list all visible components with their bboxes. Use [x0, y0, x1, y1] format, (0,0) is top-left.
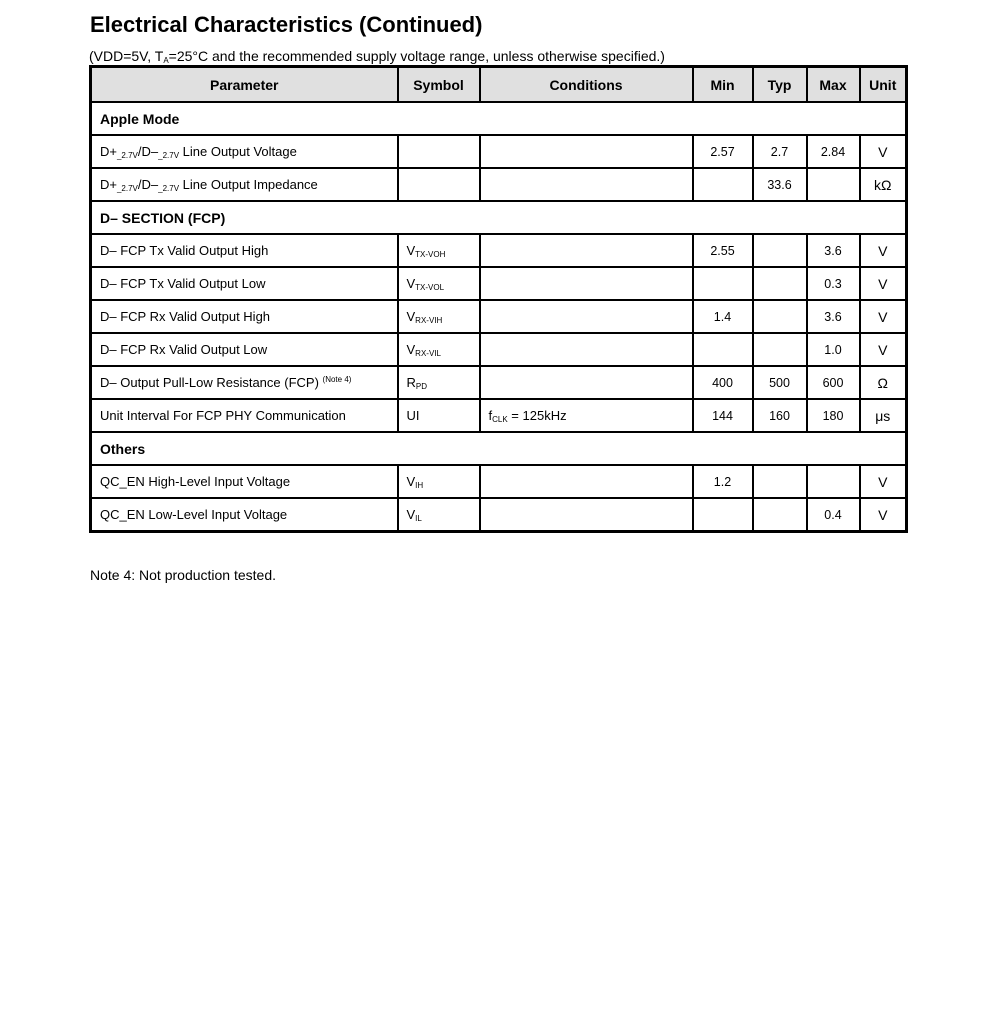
section-row: [91, 432, 907, 465]
typ-cell: 500: [753, 366, 807, 399]
section-row: [91, 201, 907, 234]
symbol-text: V: [406, 275, 416, 291]
subtitle-subscript: A: [163, 56, 169, 65]
unit-cell: V: [860, 135, 907, 168]
symbol-text: R: [406, 374, 416, 390]
param-cell: D– FCP Rx Valid Output High: [91, 300, 398, 333]
symbol-subscript: TX-VOL: [415, 282, 445, 292]
min-cell: 1.2: [693, 465, 753, 498]
typ-cell: [753, 333, 807, 366]
table-row: [91, 267, 907, 300]
section-fcp: D– SECTION (FCP): [91, 201, 907, 234]
symbol-cell: [398, 267, 480, 300]
symbol-cell: [398, 498, 480, 532]
table-header-row: [91, 67, 907, 103]
table-row: [91, 465, 907, 498]
symbol-cell: [398, 168, 480, 201]
param-subscript: _2.7V: [158, 150, 180, 160]
typ-cell: 33.6: [753, 168, 807, 201]
table-row: [91, 399, 907, 432]
conditions-cell: [480, 234, 693, 267]
symbol-subscript: RX-VIL: [415, 348, 441, 358]
min-cell: [693, 333, 753, 366]
param-text: /D–: [137, 143, 159, 159]
symbol-cell: [398, 234, 480, 267]
section-apple-mode: Apple Mode: [91, 102, 907, 135]
conditions-cell: [480, 135, 693, 168]
param-cell: [91, 366, 398, 399]
symbol-text: V: [406, 473, 416, 489]
param-text: Line Output Impedance: [179, 176, 318, 192]
header-conditions: Conditions: [480, 67, 693, 103]
max-cell: 2.84: [807, 135, 860, 168]
param-text: Line Output Voltage: [179, 143, 297, 159]
table-row: [91, 168, 907, 201]
param-text: D+: [100, 176, 117, 192]
table-row: [91, 366, 907, 399]
electrical-characteristics-table: [89, 65, 908, 533]
max-cell: 180: [807, 399, 860, 432]
param-subscript: _2.7V: [116, 150, 138, 160]
typ-cell: [753, 465, 807, 498]
typ-cell: [753, 300, 807, 333]
min-cell: 400: [693, 366, 753, 399]
symbol-subscript: PD: [415, 381, 428, 391]
param-cell: D– FCP Tx Valid Output Low: [91, 267, 398, 300]
typ-cell: [753, 267, 807, 300]
typ-cell: [753, 234, 807, 267]
min-cell: [693, 267, 753, 300]
min-cell: 1.4: [693, 300, 753, 333]
param-cell: [91, 168, 398, 201]
param-cell: QC_EN Low-Level Input Voltage: [91, 498, 398, 532]
header-unit: Unit: [860, 67, 907, 103]
footnote: Note 4: Not production tested.: [90, 567, 276, 583]
symbol-cell: [398, 300, 480, 333]
min-cell: [693, 498, 753, 532]
section-row: [91, 102, 907, 135]
header-min: Min: [693, 67, 753, 103]
table-row: [91, 333, 907, 366]
cond-text: f: [488, 407, 493, 423]
max-cell: 3.6: [807, 300, 860, 333]
conditions-cell: [480, 366, 693, 399]
typ-cell: 2.7: [753, 135, 807, 168]
cond-subscript: CLK: [492, 414, 508, 424]
symbol-cell: [398, 135, 480, 168]
max-cell: [807, 465, 860, 498]
table-row: [91, 135, 907, 168]
unit-cell: μs: [860, 399, 907, 432]
unit-cell: V: [860, 234, 907, 267]
conditions-cell: [480, 267, 693, 300]
header-typ: Typ: [753, 67, 807, 103]
conditions-cell: [480, 300, 693, 333]
unit-cell: V: [860, 300, 907, 333]
param-text: /D–: [137, 176, 159, 192]
table-row: [91, 300, 907, 333]
subtitle-text: (VDD=5V, T: [89, 48, 164, 64]
test-conditions-note: [89, 48, 665, 65]
note-reference: (Note 4): [322, 375, 352, 384]
max-cell: 3.6: [807, 234, 860, 267]
typ-cell: [753, 498, 807, 532]
param-cell: D– FCP Tx Valid Output High: [91, 234, 398, 267]
symbol-subscript: TX-VOH: [415, 249, 446, 259]
unit-cell: V: [860, 465, 907, 498]
min-cell: 2.55: [693, 234, 753, 267]
header-max: Max: [807, 67, 860, 103]
symbol-text: V: [406, 242, 416, 258]
min-cell: [693, 168, 753, 201]
unit-cell: kΩ: [860, 168, 907, 201]
table-row: [91, 234, 907, 267]
symbol-subscript: IH: [415, 480, 424, 490]
symbol-cell: [398, 333, 480, 366]
max-cell: [807, 168, 860, 201]
section-others: Others: [91, 432, 907, 465]
symbol-text: V: [406, 341, 416, 357]
symbol-subscript: RX-VIH: [415, 315, 443, 325]
max-cell: 600: [807, 366, 860, 399]
param-subscript: _2.7V: [116, 183, 138, 193]
min-cell: 144: [693, 399, 753, 432]
symbol-cell: UI: [398, 399, 480, 432]
header-parameter: Parameter: [91, 67, 398, 103]
max-cell: 0.3: [807, 267, 860, 300]
conditions-cell: [480, 465, 693, 498]
conditions-cell: [480, 168, 693, 201]
param-cell: [91, 135, 398, 168]
symbol-text: V: [406, 506, 416, 522]
param-text: D+: [100, 143, 117, 159]
unit-cell: Ω: [860, 366, 907, 399]
unit-cell: V: [860, 498, 907, 532]
symbol-text: V: [406, 308, 416, 324]
param-cell: D– FCP Rx Valid Output Low: [91, 333, 398, 366]
param-cell: QC_EN High-Level Input Voltage: [91, 465, 398, 498]
param-subscript: _2.7V: [158, 183, 180, 193]
table-row: [91, 498, 907, 532]
page-title: Electrical Characteristics (Continued): [90, 12, 483, 37]
max-cell: 1.0: [807, 333, 860, 366]
symbol-cell: [398, 366, 480, 399]
max-cell: 0.4: [807, 498, 860, 532]
unit-cell: V: [860, 267, 907, 300]
subtitle-text: =25°C and the recommended supply voltage range, unless otherwise specified.): [168, 48, 665, 64]
cond-text: = 125kHz: [507, 407, 567, 423]
unit-cell: V: [860, 333, 907, 366]
typ-cell: 160: [753, 399, 807, 432]
param-text: D– Output Pull-Low Resistance (FCP): [100, 375, 323, 390]
conditions-cell: [480, 399, 693, 432]
param-cell: Unit Interval For FCP PHY Communication: [91, 399, 398, 432]
symbol-cell: [398, 465, 480, 498]
conditions-cell: [480, 333, 693, 366]
min-cell: 2.57: [693, 135, 753, 168]
header-symbol: Symbol: [398, 67, 480, 103]
symbol-subscript: IL: [415, 513, 422, 523]
conditions-cell: [480, 498, 693, 532]
